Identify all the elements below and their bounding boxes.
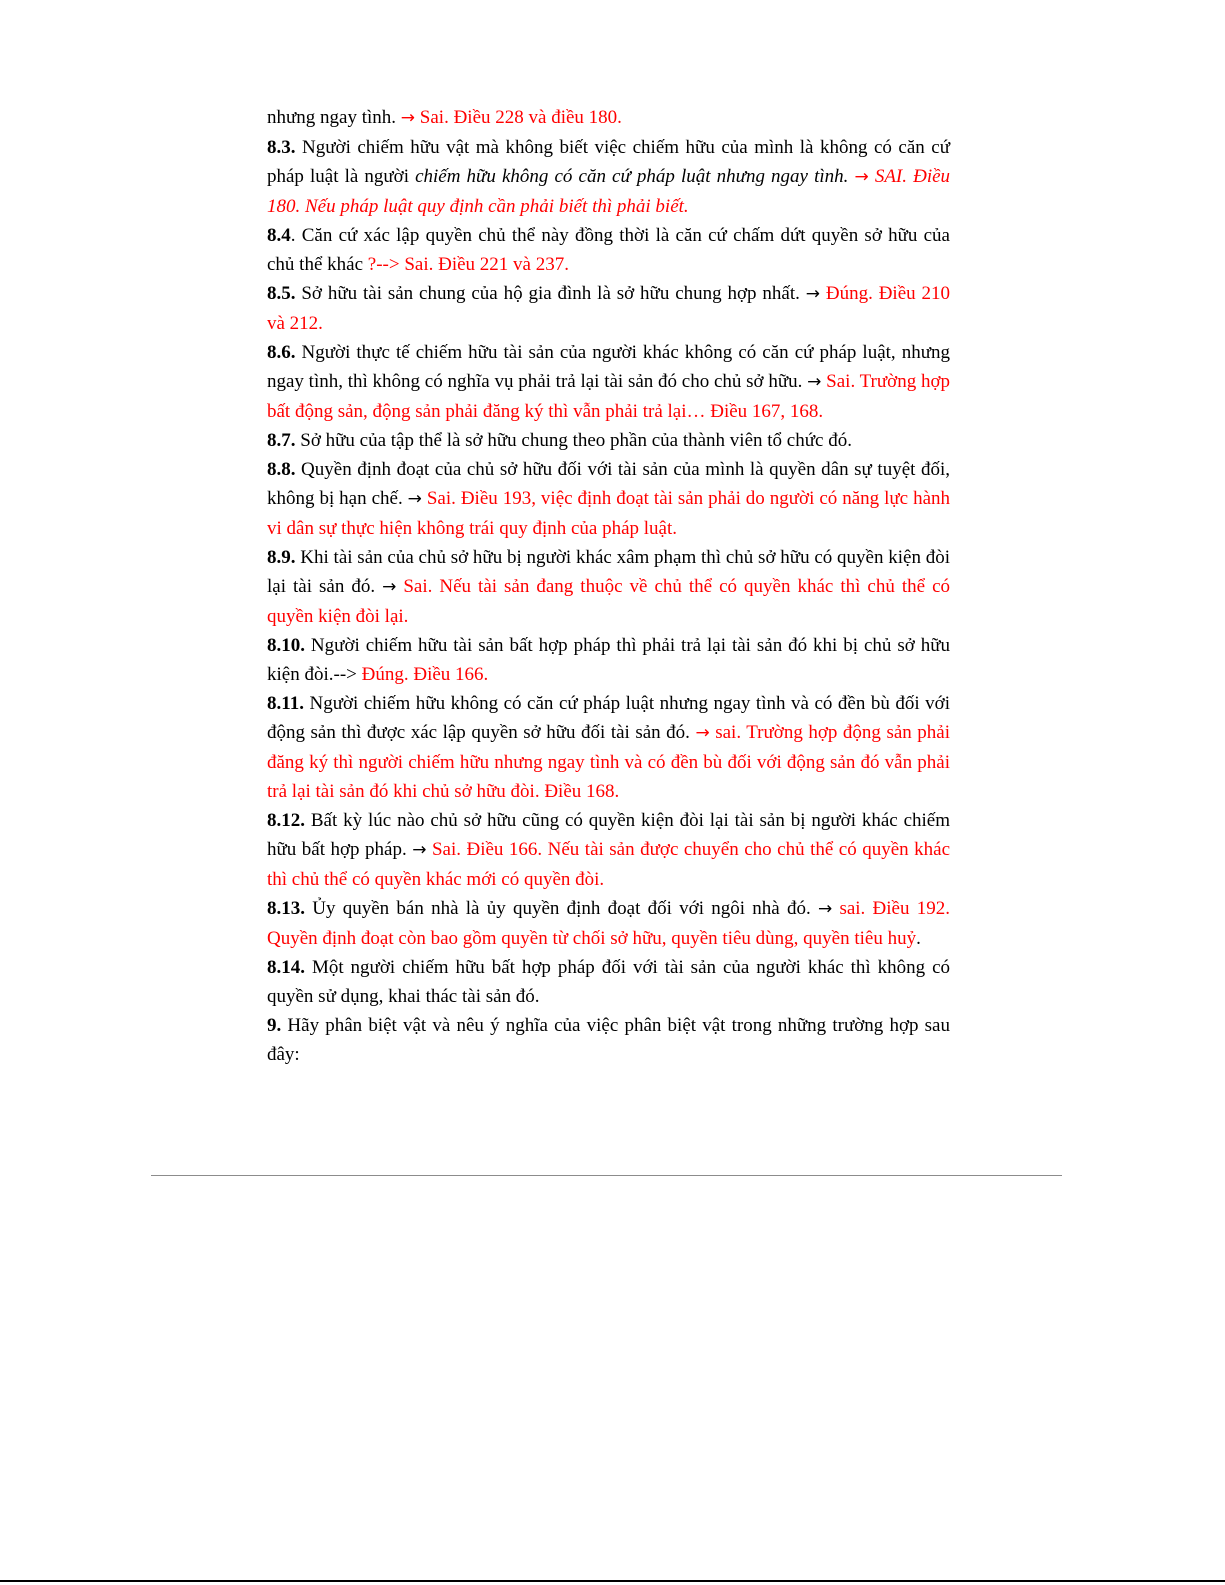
question-text: Khi tài sản của chủ sở hữu bị người khác xâm phạm thì chủ sở hữu có quyền kiện đòi lại tài sản đó. xyxy=(267,547,950,597)
question-text: Người chiếm hữu không có căn cứ pháp luật nhưng ngay tình và có đền bù đối với động sản thì được xác lập quyền sở hữu đối tài sản đó. xyxy=(267,693,950,743)
answer-text: Đúng. Điều 166. xyxy=(361,664,489,685)
paragraph-8-6 xyxy=(267,338,950,426)
arrow-right-icon: → xyxy=(695,723,710,743)
item-number: 8.11. xyxy=(267,693,304,714)
answer-tail: . xyxy=(916,928,921,949)
paragraph-8-12 xyxy=(267,806,950,894)
paragraph-8-10 xyxy=(267,631,950,689)
arrow-right-icon: → xyxy=(382,577,397,597)
question-text: Quyền định đoạt của chủ sở hữu đối với tài sản của mình là quyền dân sự tuyệt đối, không bị hạn chế. xyxy=(267,459,950,509)
arrow-right-icon: → xyxy=(412,840,427,860)
item-number: 8.8. xyxy=(267,459,296,480)
arrow-right-icon: → xyxy=(817,899,833,919)
page-separator xyxy=(151,1175,1062,1176)
arrow-right-icon: → xyxy=(805,284,820,304)
question-text: Ủy quyền bán nhà là ủy quyền định đoạt đối với ngôi nhà đó. xyxy=(305,898,818,919)
question-text: . Căn cứ xác lập quyền chủ thể này đồng thời là căn cứ chấm dứt quyền sở hữu của chủ thể khác xyxy=(267,225,950,275)
paragraph-8-9 xyxy=(267,543,950,631)
question-text: Một người chiếm hữu bất hợp pháp đối với tài sản của người khác thì không có quyền sử dụng, khai thác tài sản đó. xyxy=(267,957,950,1007)
item-number: 8.3. xyxy=(267,137,296,158)
page-bottom-edge xyxy=(0,1580,1225,1582)
arrow-right-icon: → xyxy=(407,489,422,509)
question-text: Bất kỳ lúc nào chủ sở hữu cũng có quyền kiện đòi lại tài sản bị người khác chiếm hữu bất hợp pháp. xyxy=(267,810,950,860)
item-number: 8.10. xyxy=(267,635,305,656)
paragraph-8-13 xyxy=(267,894,950,953)
question-italic-text: chiếm hữu không có căn cứ pháp luật nhưng ngay tình. xyxy=(415,166,849,187)
document-body xyxy=(267,103,950,1069)
paragraph-9 xyxy=(267,1011,950,1069)
arrow-right-icon: → xyxy=(854,167,869,187)
answer-text: Sai. Điều 166. Nếu tài sản được chuyển cho chủ thể có quyền khác thì chủ thể có quyền khác mới có quyền đòi. xyxy=(267,839,951,890)
answer-text: Sai. Trường hợp bất động sản, động sản phải đăng ký thì vẫn phải trả lại… Điều 167, 168. xyxy=(267,371,951,422)
paragraph-8-14 xyxy=(267,953,950,1011)
answer-text: SAI. Điều 180. Nếu pháp luật quy định cần phải biết thì phải biết. xyxy=(267,166,951,217)
answer-text: Sai. Điều 193, việc định đoạt tài sản phải do người có năng lực hành vi dân sự thực hiện không trái quy định của pháp luật. xyxy=(267,488,950,539)
arrow-right-icon: → xyxy=(400,108,416,128)
question-text: Người thực tế chiếm hữu tài sản của người khác không có căn cứ pháp luật, nhưng ngay tình, thì không có nghĩa vụ phải trả lại tài sản đó cho chủ sở hữu. xyxy=(267,342,950,392)
item-number: 9. xyxy=(267,1015,282,1036)
paragraph-8-5 xyxy=(267,279,950,338)
question-text: Người chiếm hữu tài sản bất hợp pháp thì phải trả lại tài sản đó khi bị chủ sở hữu kiện đòi.--> xyxy=(267,635,950,685)
answer-text: sai. Điều 192. Quyền định đoạt còn bao gồm quyền từ chối sở hữu, quyền tiêu dùng, quyền tiêu huỷ xyxy=(267,898,950,949)
question-text: Người chiếm hữu vật mà không biết việc chiếm hữu của mình là không có căn cứ pháp luật là người xyxy=(267,137,950,187)
item-number: 8.7. xyxy=(267,430,296,451)
question-text: Hãy phân biệt vật và nêu ý nghĩa của việc phân biệt vật trong những trường hợp sau đây: xyxy=(267,1015,950,1065)
item-number: 8.9. xyxy=(267,547,296,568)
paragraph-8-3 xyxy=(267,133,950,221)
arrow-right-icon: → xyxy=(807,372,822,392)
item-number: 8.12. xyxy=(267,810,305,831)
question-text: Sở hữu tài sản chung của hộ gia đình là sở hữu chung hợp nhất. xyxy=(295,283,806,304)
item-number: 8.6. xyxy=(267,342,296,363)
answer-text: sai. Trường hợp động sản phải đăng ký thì người chiếm hữu nhưng ngay tình và có đền bù đối với động sản đó vẫn phải trả lại tài sản đó khi chủ sở hữu đòi. Điều 168. xyxy=(267,722,950,802)
item-number: 8.13. xyxy=(267,898,305,919)
paragraph-8-11 xyxy=(267,689,950,806)
item-number: 8.5. xyxy=(267,283,296,304)
question-text: nhưng ngay tình. xyxy=(267,107,401,128)
answer-text: Đúng. Điều 210 và 212. xyxy=(267,283,951,334)
item-number: 8.14. xyxy=(267,957,305,978)
question-text: Sở hữu của tập thể là sở hữu chung theo phần của thành viên tổ chức đó. xyxy=(295,430,852,451)
answer-text: ?--> Sai. Điều 221 và 237. xyxy=(367,254,569,275)
paragraph-8-7 xyxy=(267,426,950,455)
answer-text: Sai. Nếu tài sản đang thuộc về chủ thể có quyền khác thì chủ thể có quyền kiện đòi lại. xyxy=(267,576,951,627)
paragraph-8-4 xyxy=(267,221,950,279)
item-number: 8.4 xyxy=(267,225,291,246)
paragraph-8-8 xyxy=(267,455,950,543)
paragraph-8-2-end xyxy=(267,103,950,133)
answer-text: Sai. Điều 228 và điều 180. xyxy=(419,107,622,128)
